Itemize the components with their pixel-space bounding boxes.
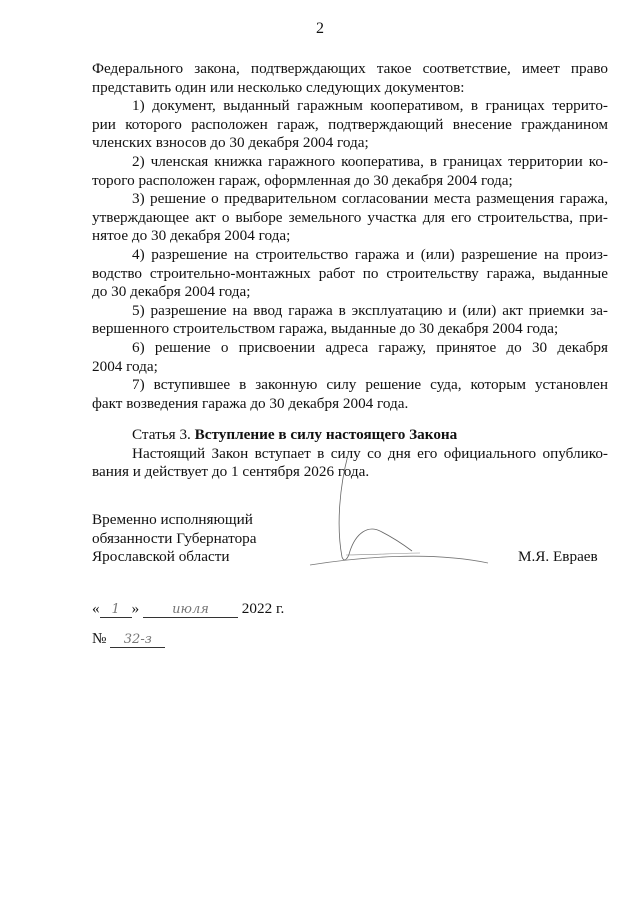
number-label: №: [92, 630, 107, 647]
text-line: рии которого расположен гараж, подтверждающий внесение гражданином: [92, 115, 608, 133]
text-line: утверждающее акт о выборе земельного участка для его строительства, при-: [92, 208, 608, 226]
law-number: [92, 630, 165, 648]
text-line: 3) решение о предварительном согласовании места размещения гаража,: [132, 190, 608, 208]
spacer: [92, 413, 608, 426]
date-year: 2022 г.: [241, 600, 285, 617]
signature: [300, 455, 520, 595]
position-line: Временно исполняющий: [92, 511, 253, 528]
document-body: [92, 60, 608, 482]
article-heading: [92, 426, 608, 445]
position-line: обязанности Губернатора: [92, 529, 257, 547]
quote-open: «: [92, 600, 100, 617]
signing-date: [92, 600, 284, 618]
text-line: факт возведения гаража до 30 декабря 2004 года.: [92, 394, 409, 412]
text-line: 1) документ, выданный гаражным кооперативом, в границах террито-: [132, 97, 608, 115]
text-line: членских взносов до 30 декабря 2004 года;: [92, 134, 369, 152]
quote-close: »: [131, 600, 140, 617]
text-line: представить один или несколько следующих документов:: [92, 78, 465, 96]
text-line: 2004 года;: [92, 357, 158, 375]
text-line: Настоящий Закон вступает в силу со дня его официального опублико-: [132, 444, 608, 462]
page-number: 2: [316, 20, 324, 37]
text-line: 4) разрешение на строительство гаража и (или) разрешение на произ-: [132, 245, 608, 263]
text-line: 5) разрешение на ввод гаража в эксплуатацию и (или) акт приемки за-: [132, 301, 608, 319]
date-day: 1: [100, 602, 132, 618]
article-title: Вступление в силу настоящего Закона: [194, 426, 458, 444]
number-value: 32-з: [110, 632, 165, 648]
signatory-name: М.Я. Евраев: [518, 548, 598, 565]
text-line: водство строительно-монтажных работ по строительству гаража, выданные: [92, 264, 608, 282]
text-line: 2) членская книжка гаражного кооператива, в границах территории ко-: [132, 152, 608, 170]
text-line: вершенного строительством гаража, выданные до 30 декабря 2004 года;: [92, 320, 559, 338]
signatory-position: [92, 511, 257, 567]
article-number: Статья 3.: [132, 426, 195, 444]
position-line: Ярославской области: [92, 548, 230, 566]
date-month: июля: [143, 602, 238, 618]
text-line: вания и действует до 1 сентября 2026 года.: [92, 463, 370, 481]
text-line: нятое до 30 декабря 2004 года;: [92, 227, 291, 245]
text-line: 6) решение о присвоении адреса гаражу, принятое до 30 декабря: [132, 338, 608, 356]
text-line: торого расположен гараж, оформленная до 30 декабря 2004 года;: [92, 171, 513, 189]
text-line: 7) вступившее в законную силу решение суда, которым установлен: [132, 376, 608, 394]
text-line: до 30 декабря 2004 года;: [92, 283, 251, 301]
text-line: Федерального закона, подтверждающих такое соответствие, имеет право: [92, 60, 608, 77]
